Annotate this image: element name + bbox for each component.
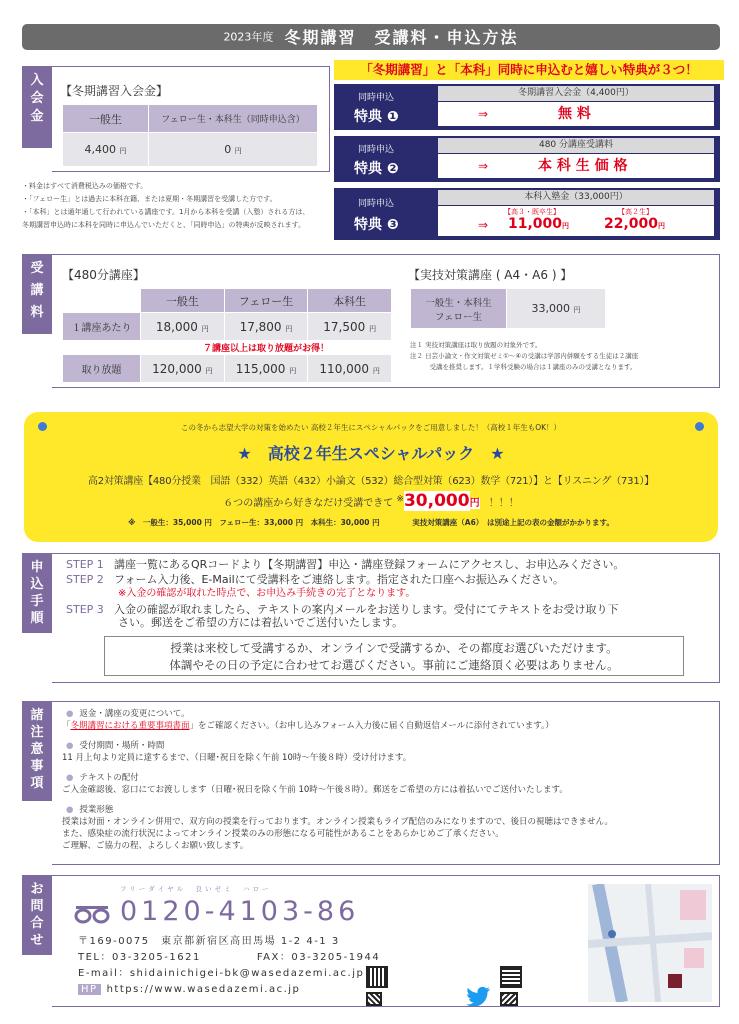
- entry-table: [62, 104, 318, 167]
- tuition-col-general: 一般生: [141, 289, 225, 313]
- tuition-cell: 120,000 円: [141, 355, 225, 383]
- tuition-heading: 【480分講座】: [62, 268, 145, 282]
- promo-headline: 「冬期講習」と「本科」同時に申込むと嬉しい特典が３つ！: [334, 60, 724, 80]
- tuition-row-all: 取り放題: [63, 355, 141, 383]
- benefit-3-value-1: 11,000円: [508, 216, 570, 232]
- contact-info: [78, 934, 498, 998]
- tuition-cell: 18,000 円: [141, 313, 225, 341]
- qr-code-icon[interactable]: [366, 992, 382, 1006]
- benefit-2-value: 本 科 生 価 格: [538, 158, 628, 174]
- contact-side-label: お 問 合 せ: [22, 875, 52, 955]
- important-document-link[interactable]: 冬期講習における重要事項書面: [70, 721, 190, 731]
- tuition-cell: 115,000 円: [224, 355, 308, 383]
- step-1: STEP 1 講座一覧にあるQRコードより【冬期講習】申込・講座登録フォームにアクセスし、お申込みください。: [66, 558, 625, 571]
- steps-list: [66, 558, 716, 629]
- dot-right-icon: [695, 422, 704, 431]
- entry-side-label: 入 会 金: [22, 66, 52, 148]
- special-courses: 高2対策講座【480分授業 国語（332）英語（432）小論文（532）総合型対策（623）数学（721）】と【リスニング（731）】: [87, 476, 655, 487]
- step-3: STEP 3 入金の確認が取れましたら、テキストの案内メールをお送りします。受付にてテキストをお受け取り下: [66, 603, 619, 616]
- qr-code-icon[interactable]: [366, 966, 388, 988]
- jitsugi-heading: 【実技対策講座 ( A4・A6 ) 】: [408, 268, 573, 282]
- twitter-bird-icon[interactable]: [466, 986, 492, 1006]
- jitsugi-value: 33,000 円: [507, 289, 606, 329]
- special-intro: この冬から志望大学の対策を始めたい 高校２年生にスペシャルパックをご用意しました！（高校１年生もOK！）: [180, 423, 562, 432]
- step-3-cont: さい。郵送をご希望の方には着払いでご送付いたします。: [118, 616, 404, 629]
- tuition-col-fellow: フェロー生: [224, 289, 308, 313]
- benefit-1: 同時申込 特典 ❶ 冬期講習入会金（4,400円） ⇒ 無 料: [334, 84, 720, 130]
- entry-val-fellow: 0 円: [149, 133, 318, 167]
- qr-code-icon[interactable]: [500, 966, 522, 988]
- tel-fax: TEL：03-3205-1621 FAX：03-3205-1944: [78, 952, 381, 963]
- entry-val-general: 4,400 円: [63, 133, 149, 167]
- tuition-row-per: １講座あたり: [63, 313, 141, 341]
- website[interactable]: HP https://www.wasedazemi.ac.jp: [78, 982, 498, 998]
- benefit-3-desc: 本科入塾金（33,000円）: [438, 190, 714, 205]
- jitsugi-table: [410, 288, 606, 329]
- header-year: 2023年度: [223, 30, 274, 44]
- benefit-2: 同時申込 特典 ❷ 480 分講座受講料 ⇒ 本 科 生 価 格: [334, 136, 720, 182]
- tuition-notes: 注１ 実技対策講座は取り放題の対象外です。 注２ 日芸小論文・作文対策ゼミ①～④の受講は学部内併願をする生徒は２講座 受講を推奨します。１学科受験の場合は１講座のみの受講となります。: [410, 341, 639, 371]
- special-pack: [24, 412, 718, 542]
- tuition-cell: 110,000 円: [308, 355, 392, 383]
- step-2: STEP 2 フォーム入力後、E-Mailにて受講料をご連絡します。指定された口座へお振込みください。: [66, 573, 564, 586]
- benefit-1-value: 無 料: [558, 106, 591, 122]
- jitsugi-label: 一般生・本科生 フェロー生: [411, 289, 507, 329]
- steps-online-box: 授業は来校して受講するか、オンラインで受講するか、その都度お選びいただけます。 体調やその日の予定に合わせてお選びください。事前にご連絡頂く必要はありません。: [104, 636, 684, 676]
- benefit-3: 同時申込 特典 ❸ 本科入塾金（33,000円） 【高３・既卒生】 【高２生】 ⇒ 11,000円 22,000円: [334, 188, 720, 240]
- entry-heading: 【冬期講習入会金】: [60, 84, 169, 98]
- dot-left-icon: [38, 422, 47, 431]
- entry-col-fellow: フェロー生・本科生（同時申込含）: [149, 105, 318, 133]
- email[interactable]: E-mail：shidainichigei-bk@wasedazemi.ac.jp: [78, 968, 365, 979]
- phone-number[interactable]: 0120-4103-86: [120, 896, 360, 927]
- tuition-cell: 17,800 円: [224, 313, 308, 341]
- benefit-1-desc: 冬期講習入会金（4,400円）: [438, 86, 714, 101]
- special-footnote: ※ 一般生：35,000 円 フェロー生：33,000 円 本科生：30,000 円 実技対策講座（A6） は別途上記の表の金額がかかります。: [128, 518, 614, 527]
- notices-side-label: 諸 注 意 事 項: [22, 701, 52, 801]
- special-title: ★ 高校２年生スペシャルパック ★: [237, 444, 505, 463]
- entry-notes: ・料金はすべて消費税込みの価格です。 ・「フェロー生」とは過去に本科在籍、または夏期・冬期講習を受講した方です。 ・「本科」とは通年通して行われている講座です。1月から本科を受講（入塾）される方は、 冬期講習申込時に本科を同時に申込んでいただくと、「同時申込」の特典が反映されます。: [22, 182, 310, 229]
- tuition-cell: 17,500 円: [308, 313, 392, 341]
- freedial-ruby: フリーダイヤル 良いゼミ ハロー: [120, 885, 272, 893]
- entry-col-general: 一般生: [63, 105, 149, 133]
- step-2-note: ※入金の確認が取れた時点で、お申込み手続きの完了となります。: [118, 588, 416, 599]
- tuition-col-honka: 本科生: [308, 289, 392, 313]
- notices-list: ● 返金・講座の変更について。 「冬期講習における重要事項書面」をご確認ください。（お申し込みフォーム入力後に届く自動返信メールに添付されています。） ● 受付期間・場所・時間 11 月上旬より定員に達するまで、（日曜･祝日を除く午前 10時～午後８時）受け付けます。 ● テキストの配付 ご入金確認後、窓口にてお渡しします（日曜･祝日を除く午前 10時～午後８時）。郵送をご希望の方には着払いでご送付いたします。 ● 授業形態 授業は対面・オンライン併用で、双方向の授業を行っております。オンライン授業もライブ配信のみになりますので、後日の視聴はできません。 また、感染症の流行状況によってオンライン授業のみの形態になる可能性があることをあらかじめご了承ください。 ご理解、ご協力の程、よろしくお願い致します。: [62, 708, 712, 852]
- qr-code-icon[interactable]: [500, 992, 518, 1006]
- benefit-2-desc: 480 分講座受講料: [438, 138, 714, 153]
- tuition-promo: ７講座以上は取り放題がお得！: [141, 341, 392, 355]
- tuition-table: [62, 288, 392, 383]
- steps-side-label: 申 込 手 順: [22, 553, 52, 633]
- special-price-line: ６つの講座から好きなだけ受講できて ※30,000円 ！！！: [223, 491, 519, 511]
- freedial-icon: [74, 904, 110, 924]
- benefit-3-value-2: 22,000円: [604, 216, 666, 232]
- header-title: 冬期講習 受講料・申込方法: [284, 27, 519, 47]
- access-map: [588, 884, 712, 1002]
- address: 〒169-0075 東京都新宿区高田馬場 1-2 4-1 3: [78, 936, 340, 947]
- tuition-side-label: 受 講 料: [22, 254, 52, 334]
- page-header: [22, 24, 720, 50]
